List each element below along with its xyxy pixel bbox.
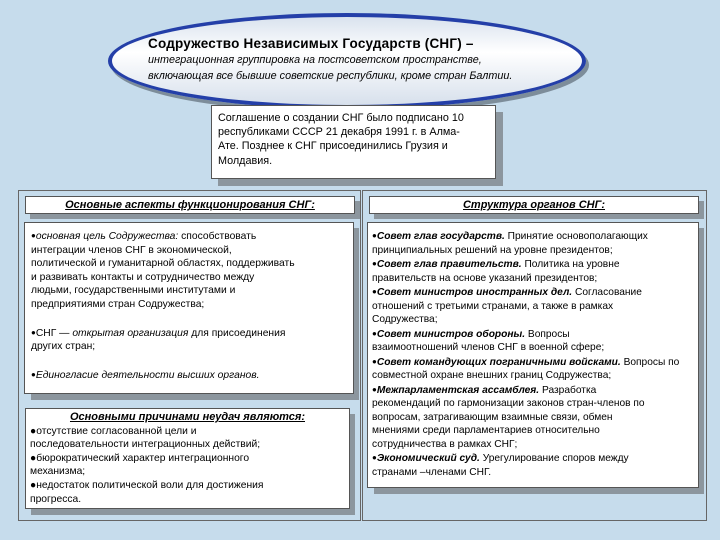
header-title: Содружество Независимых Государств (СНГ) –: [148, 36, 474, 51]
bullet-icon: ●: [372, 384, 377, 394]
structure-item-text: Содружества;: [372, 314, 438, 325]
structure-item-text: взаимоотношений членов СНГ в военной сфере;: [372, 342, 605, 353]
agreement-line: Молдавия.: [218, 154, 273, 167]
aspect-1-text: людьми, государственными институтами и: [31, 285, 236, 297]
bullet-icon: ●: [372, 356, 377, 366]
failures-line: ●недостаток политической воли для достижения: [30, 479, 264, 491]
structure-item-name: Экономический суд.: [376, 453, 480, 464]
bullet-icon: ●: [31, 231, 36, 240]
structure-item-text: отношений с третьими странами, а также в рамках: [372, 300, 614, 312]
structure-item-text: Вопросы: [525, 328, 570, 340]
failures-box: [25, 408, 350, 509]
structure-item-name: Совет командующих пограничными войсками.: [376, 356, 621, 368]
bullet-icon: ●: [372, 453, 377, 462]
aspect-2-text: для присоединения: [188, 327, 286, 339]
failures-line: ●бюрократический характер интеграционного: [30, 452, 250, 464]
aspect-1-text: интеграции членов СНГ в экономической,: [31, 244, 232, 256]
structure-item-text: Урегулирование споров между: [479, 453, 629, 464]
structure-item-text: Политика на уровне: [521, 259, 620, 270]
structure-item: [372, 327, 694, 355]
failures-line: прогресса.: [30, 493, 82, 505]
aspect-2-prefix: СНГ —: [35, 327, 73, 339]
aspect-1-text: предприятиями стран Содружества;: [31, 298, 205, 310]
aspect-item-3: [31, 368, 349, 383]
structure-item-text: Согласование: [572, 287, 642, 298]
structure-item-text: рекомендаций по гармонизации законов стран-членов по: [372, 398, 645, 409]
structure-item-name: Совет глав правительств.: [376, 259, 522, 270]
header-line-1: интеграционная группировка на постсоветском пространстве,: [148, 54, 482, 66]
aspects-heading: Основные аспекты функционирования СНГ:: [65, 199, 315, 211]
agreement-line: республиками СССР 21 декабря 1991 г. в Алма-: [218, 126, 460, 139]
agreement-line: Ате. Позднее к СНГ присоединились Грузия и: [218, 140, 448, 153]
agreement-line: Соглашение о создании СНГ было подписано 10: [218, 112, 464, 124]
aspects-body: [24, 222, 354, 394]
structure-item: [372, 355, 694, 383]
failures-heading: Основными причинами неудач являются:: [69, 411, 305, 423]
aspect-2-label: открытая организация: [72, 327, 189, 339]
header-line-2: включающая все бывшие советские республики, кроме стран Балтии.: [148, 70, 513, 82]
bullet-icon: ●: [372, 259, 377, 268]
aspect-item-1: [31, 229, 349, 312]
failures-line: механизма;: [30, 466, 86, 478]
structure-item-text: принципиальных решений на уровне президентов;: [372, 244, 613, 256]
structure-heading-box: [369, 196, 699, 214]
structure-item-name: Совет глав государств.: [376, 231, 505, 242]
aspect-1-text: и развивать контакты и сотрудничество между: [31, 271, 255, 283]
agreement-box: [211, 105, 496, 179]
aspect-1-label: основная цель Содружества:: [35, 231, 179, 242]
structure-item: [372, 285, 694, 327]
failures-line: последовательности интеграционных действий;: [30, 439, 261, 451]
structure-item: [372, 229, 694, 257]
header-text: [148, 36, 578, 83]
aspect-1-text: способствовать: [178, 231, 257, 242]
aspect-1-text: политической и гуманитарной областях, поддерживать: [31, 258, 295, 270]
aspects-heading-box: [25, 196, 355, 214]
structure-heading: Структура органов СНГ:: [462, 199, 606, 211]
structure-item-text: вопросам, затрагивающим взаимные связи, обмен: [372, 411, 613, 423]
structure-item-text: Вопросы по: [620, 356, 680, 368]
bullet-icon: ●: [31, 369, 36, 379]
bullet-icon: ●: [372, 287, 377, 296]
structure-item-text: мнениями среди парламентариев относительно: [372, 425, 600, 436]
structure-item-text: правительств на основе указаний президентов;: [372, 272, 598, 284]
structure-body: [367, 222, 699, 488]
structure-item-name: Межпарламентская ассамблея.: [376, 384, 540, 396]
bullet-icon: ●: [372, 231, 377, 240]
structure-item-name: Совет министров обороны.: [376, 328, 526, 340]
aspect-item-2: [31, 326, 349, 354]
aspect-3-text: Единогласие деятельности высших органов.: [35, 369, 260, 381]
structure-item: [372, 257, 694, 285]
bullet-icon: ●: [372, 328, 377, 338]
structure-item-text: совместной охране внешних границ Содружества;: [372, 370, 612, 381]
structure-item: [372, 451, 694, 479]
bullet-icon: ●: [31, 327, 36, 337]
structure-item-name: Совет министров иностранных дел.: [376, 287, 573, 298]
structure-item-text: Принятие основополагающих: [504, 231, 648, 242]
aspect-2-text: других стран;: [31, 341, 96, 353]
structure-item-text: странами –членами СНГ.: [372, 466, 492, 478]
structure-item-text: сотрудничества в рамках СНГ;: [372, 438, 518, 450]
failures-line: ●отсутствие согласованной цели и: [30, 425, 197, 437]
structure-item: [372, 383, 694, 452]
structure-item-text: Разработка: [539, 384, 597, 396]
